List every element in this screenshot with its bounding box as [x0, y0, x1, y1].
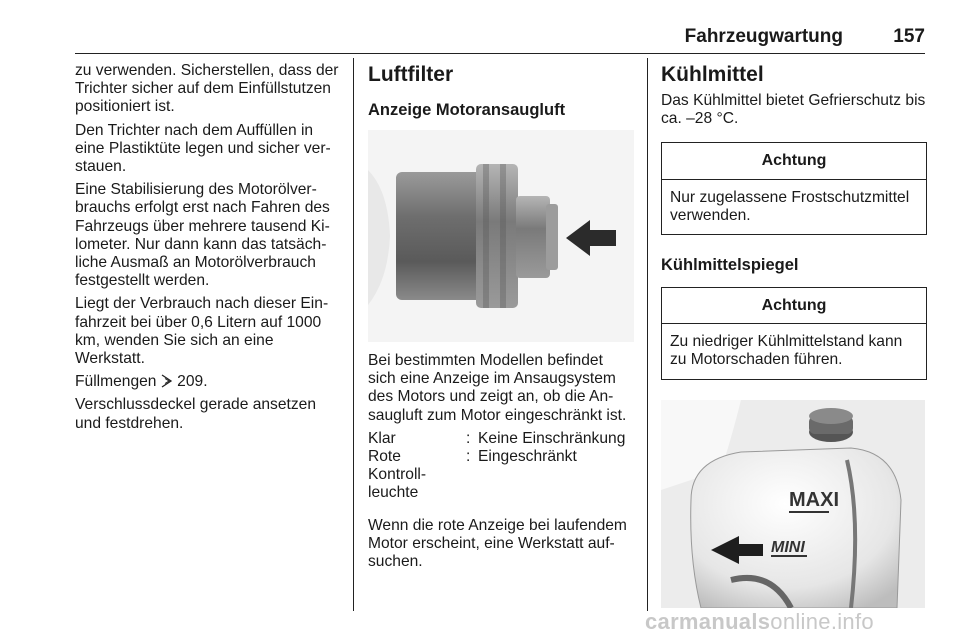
paragraph: Bei bestimmten Modellen befindet sich eine Anzeige im Ansaugsystem des Motors und zeigt an, ob die Ansaugluft zum Motor eingeschränkt ist. — [368, 352, 627, 424]
page-number: 157 — [893, 26, 925, 47]
header-rule — [75, 53, 925, 54]
paragraph: zu verwenden. Sicherstellen, dass der Trichter sicher auf dem Einfüllstutzen positioniert ist. — [75, 62, 339, 116]
air-intake-indicator-figure — [368, 130, 634, 342]
fill-quantities-reference: Füllmengen 209. — [75, 373, 208, 391]
max-label: MAXI — [789, 488, 839, 511]
indicator-table — [368, 430, 625, 503]
caution-body: Nur zugelassene Frostschutzmittel verwenden. — [670, 188, 910, 224]
column-divider-2 — [647, 58, 648, 611]
column-divider-1 — [353, 58, 354, 611]
paragraph: Das Kühlmittel bietet Gefrierschutz bis ca. –28 °C. — [661, 92, 926, 128]
page-header — [75, 26, 925, 52]
paragraph: Liegt der Verbrauch nach dieser Einfahrzeit bei über 0,6 Litern auf 1000 km, wenden Sie sich an eine Werkstatt. — [75, 295, 329, 368]
watermark: carmanualsonline.info — [645, 609, 874, 634]
table-row: Rote Kontrollleuchte : Eingeschränkt — [368, 448, 577, 502]
column-1 — [75, 62, 343, 438]
subheading-intake-indicator: Anzeige Motoransaugluft — [368, 101, 566, 119]
section-title: Fahrzeugwartung — [684, 26, 843, 47]
paragraph: Wenn die rote Anzeige bei laufendem Motor erscheint, eine Werkstatt aufsuchen. — [368, 516, 627, 571]
heading-air-filter: Luftfilter — [368, 63, 454, 86]
caution-title: Achtung — [662, 288, 926, 324]
coolant-reservoir-figure — [661, 400, 925, 608]
column-3 — [661, 62, 927, 608]
paragraph: Eine Stabilisierung des Motorölverbrauchs erfolgt erst nach Fahren des Fahrzeugs über mehrere tausend Kilometer. Nur dann kann das tatsächliche Ausmaß an Motorölverbrauch festgestellt werden. — [75, 181, 330, 290]
caution-body: Zu niedriger Kühlmittelstand kann zu Motorschaden führen. — [670, 333, 903, 369]
heading-coolant: Kühlmittel — [661, 63, 764, 86]
reference-page-link[interactable]: 209. — [177, 373, 208, 391]
column-2 — [368, 62, 634, 576]
min-label: MINI — [771, 538, 805, 556]
paragraph: Den Trichter nach dem Auffüllen in eine Plastiktüte legen und sicher verstauen. — [75, 121, 331, 176]
table-row: Klar : Keine Einschränkung — [368, 429, 626, 447]
paragraph: Verschlussdeckel gerade ansetzen und festdrehen. — [75, 396, 316, 432]
caution-box — [661, 287, 927, 380]
subheading-coolant-level: Kühlmittelspiegel — [661, 256, 799, 275]
page-reference-icon — [161, 374, 173, 388]
caution-title: Achtung — [662, 143, 926, 179]
caution-box — [661, 142, 927, 235]
